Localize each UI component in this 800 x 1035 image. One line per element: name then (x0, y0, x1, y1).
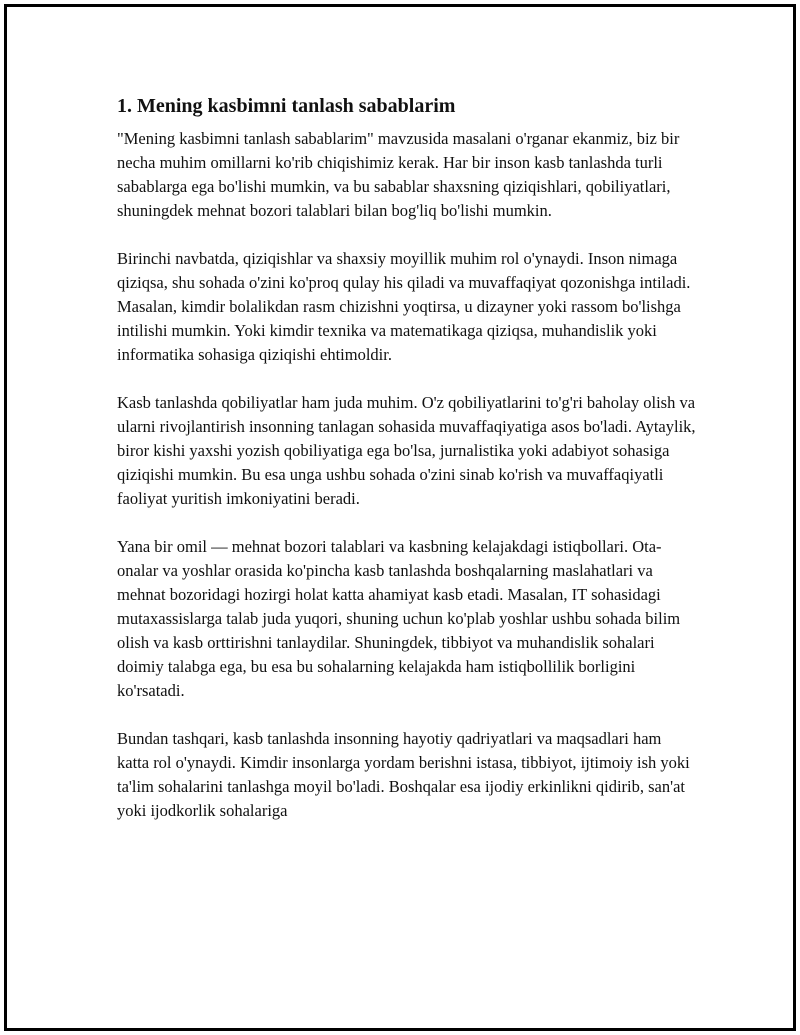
paragraph-intro: "Mening kasbimni tanlash sabablarim" mavzusida masalani o'rganar ekanmiz, biz bir necha muhim omillarni ko'rib chiqishimiz kerak. Har bir inson kasb tanlashda turli sabablarga ega bo'lishi mumkin, va bu sabablar shaxsning qiziqishlari, qobiliyatlari, shuningdek mehnat bozori talablari bilan bog'liq bo'lishi mumkin. (117, 129, 680, 220)
section-heading: 1. Mening kasbimni tanlash sabablarim (117, 95, 456, 117)
paragraph-labor-market: Yana bir omil — mehnat bozori talablari va kasbning kelajakdagi istiqbollari. Ota-onalar va yoshlar orasida ko'pincha kasb tanlashda boshqalarning maslahatlari va mehnat bozoridagi hozirgi holat katta ahamiyat kasb etadi. Masalan, IT sohasidagi mutaxassislarga talab juda yuqori, shuning uchun ko'plab yoshlar ushbu sohada bilim olish va kasb orttirishni tanlaydilar. Shuningdek, tibbiyot va muhandislik sohalari doimiy talabga ega, bu esa bu sohalarning kelajakda ham istiqbollilik borligini ko'rsatadi. (117, 537, 681, 700)
paragraph-values: Bundan tashqari, kasb tanlashda insonning hayotiy qadriyatlari va maqsadlari ham katta rol o'ynaydi. Kimdir insonlarga yordam berishni istasa, tibbiyot, ijtimoiy ish yoki ta'lim sohalarini tanlashga moyil bo'ladi. Boshqalar esa ijodiy erkinlikni qidirib, san'at yoki ijodkorlik sohalariga (117, 729, 690, 820)
paragraph-interests: Birinchi navbatda, qiziqishlar va shaxsiy moyillik muhim rol o'ynaydi. Inson nimaga qiziqsa, shu sohada o'zini ko'proq qulay his qiladi va muvaffaqiyat qozonishga intiladi. Masalan, kimdir bolalikdan rasm chizishni yoqtirsa, u dizayner yoki rassom bo'lishga intilishi mumkin. Yoki kimdir texnika va matematikaga qiziqsa, muhandislik yoki informatika sohasiga qiziqishi ehtimoldir. (117, 249, 691, 364)
paragraph-abilities: Kasb tanlashda qobiliyatlar ham juda muhim. O'z qobiliyatlarini to'g'ri baholay olish va ularni rivojlantirish insonning tanlagan sohasida muvaffaqiyatiga asos bo'ladi. Aytaylik, biror kishi yaxshi yozish qobiliyatiga ega bo'lsa, jurnalistika yoki adabiyot sohasiga qiziqishi mumkin. Bu esa unga ushbu sohada o'zini sinab ko'rish va muvaffaqiyatli faoliyat yuritish imkoniyatini beradi. (117, 393, 696, 508)
document-body (117, 93, 697, 847)
